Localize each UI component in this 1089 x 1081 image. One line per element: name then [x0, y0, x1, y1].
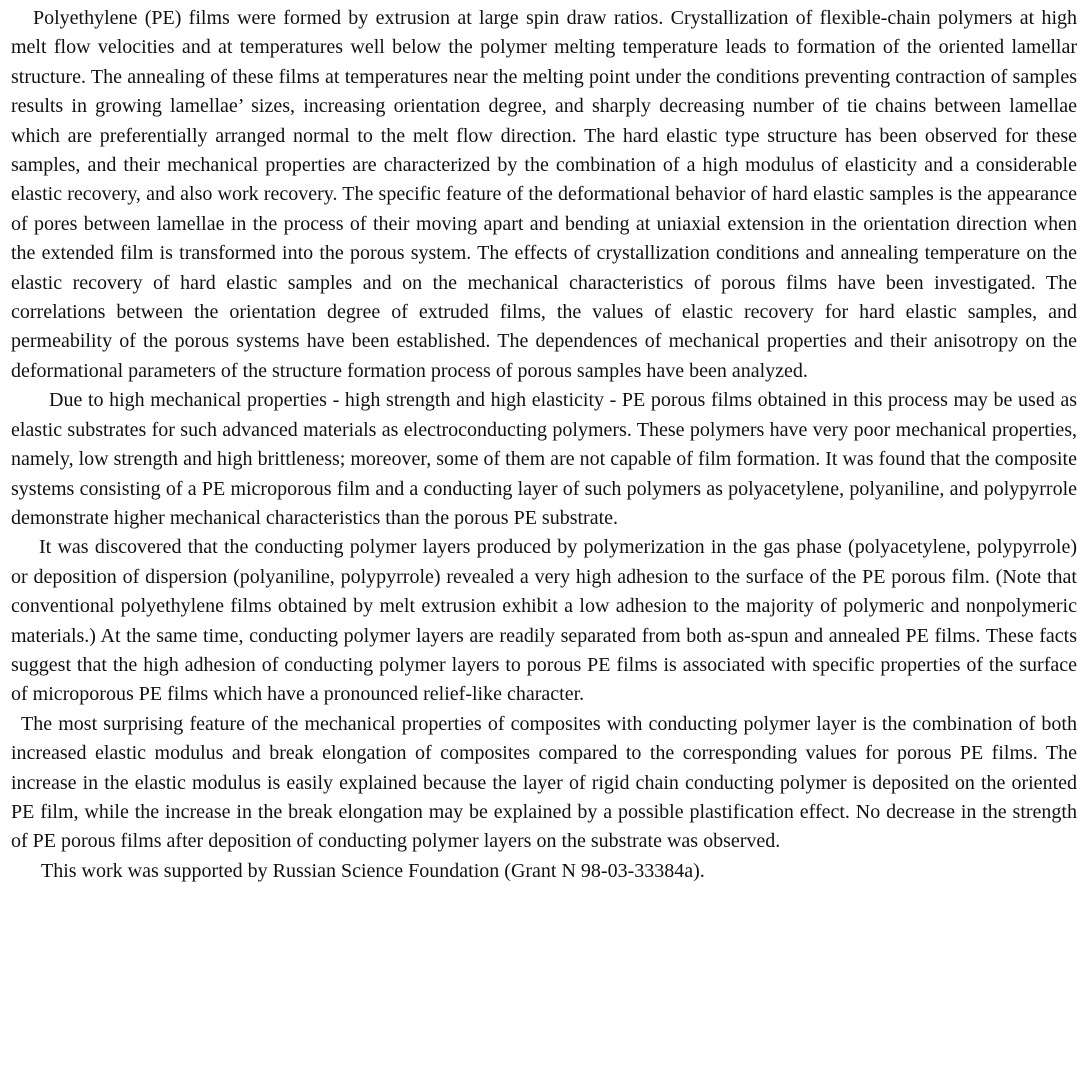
paragraph-film-formation: Polyethylene (PE) films were formed by extrusion at large spin draw ratios. Crystallization of flexible-chain polymers at high melt flow velocities and at temperatures well below the polymer melting temperature leads to formation of the oriented lamellar structure. The annealing of these films at temperatures near the melting point under the conditions preventing contraction of samples results in growing lamellae’ sizes, increasing orientation degree, and sharply decreasing number of tie chains between lamellae which are preferentially arranged normal to the melt flow direction. The hard elastic type structure has been observed for these samples, and their mechanical properties are characterized by the combination of a high modulus of elasticity and a considerable elastic recovery, and also work recovery. The specific feature of the deformational behavior of hard elastic samples is the appearance of pores between lamellae in the process of their moving apart and bending at uniaxial extension in the orientation direction when the extended film is transformed into the porous system. The effects of crystallization conditions and annealing temperature on the elastic recovery of hard elastic samples and on the mechanical characteristics of porous films have been investigated. The correlations between the orientation degree of extruded films, the values of elastic recovery for hard elastic samples, and permeability of the porous systems have been established. The dependences of mechanical properties and their anisotropy on the deformational parameters of the structure formation process of porous samples have been analyzed.	[11, 7, 1077, 382]
abstract-body	[11, 4, 1077, 886]
paragraph-acknowledgement: This work was supported by Russian Science Foundation (Grant N 98-03-33384a).	[41, 859, 705, 882]
paragraph-composite-properties: The most surprising feature of the mechanical properties of composites with conducting polymer layer is the combination of both increased elastic modulus and break elongation of composites compared to the corresponding values for porous PE films. The increase in the elastic modulus is easily explained because the layer of rigid chain conducting polymer is deposited on the oriented PE film, while the increase in the break elongation may be explained by a possible plastification effect. No decrease in the strength of PE porous films after deposition of conducting polymer layers on the substrate was observed.	[11, 712, 1077, 853]
paragraph-elastic-substrates: Due to high mechanical properties - high strength and high elasticity - PE porous films obtained in this process may be used as elastic substrates for such advanced materials as electroconducting polymers. These polymers have very poor mechanical properties, namely, low strength and high brittleness; moreover, some of them are not capable of film formation. It was found that the composite systems consisting of a PE microporous film and a conducting layer of such polymers as polyacetylene, polyaniline, and polypyrrole demonstrate higher mechanical characteristics than the porous PE substrate.	[11, 389, 1077, 529]
paragraph-adhesion: It was discovered that the conducting polymer layers produced by polymerization in the gas phase (polyacetylene, polypyrrole) or deposition of dispersion (polyaniline, polypyrrole) revealed a very high adhesion to the surface of the PE porous film. (Note that conventional polyethylene films obtained by melt extrusion exhibit a low adhesion to the majority of polymeric and nonpolymeric materials.) At the same time, conducting polymer layers are readily separated from both as-spun and annealed PE films. These facts suggest that the high adhesion of conducting polymer layers to porous PE films is associated with specific properties of the surface of microporous PE films which have a pronounced relief-like character.	[11, 536, 1077, 706]
